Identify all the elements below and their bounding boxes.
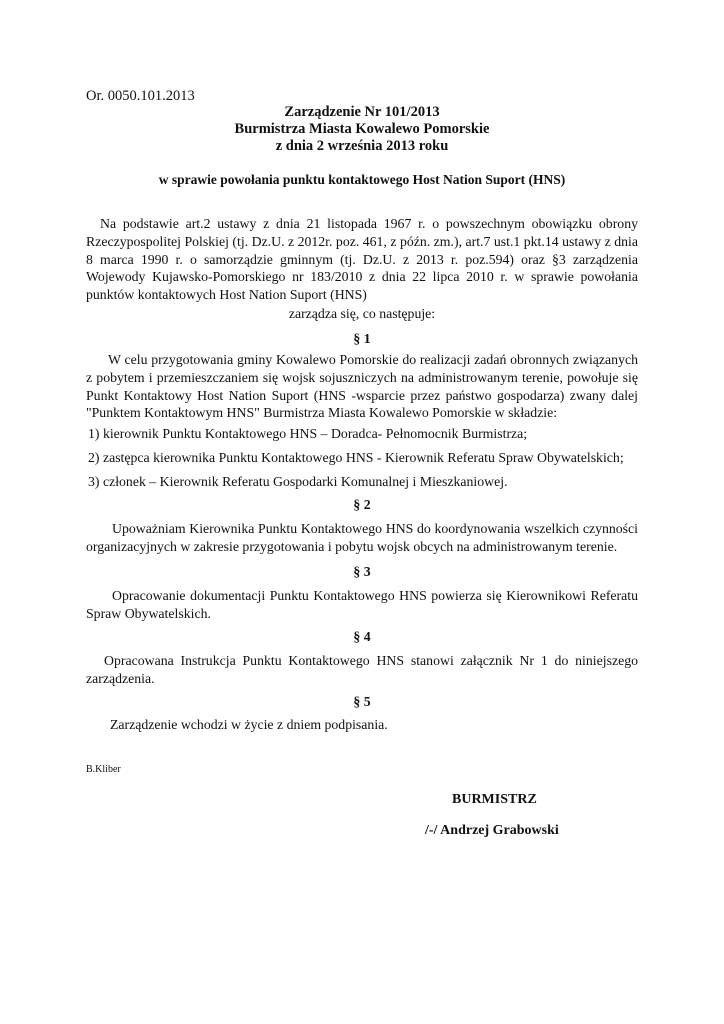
- preamble-paragraph: Na podstawie art.2 ustawy z dnia 21 listopada 1967 r. o powszechnym obowiązku obrony Rzeczypospolitej Polskiej (tj. Dz.U. z 2012r. poz. 461, z późn. zm.), art.7 ust.1 pkt.14 ustawy z dnia 8 marca 1990 r. o samorządzie gminnym (tj. Dz.U. z 2013 r. poz.594) oraz §3 zarządzenia Wojewody Kujawsko-Pomorskiego nr 183/2010 z dnia 22 lipca 2010 r. w sprawie powołania punktów kontaktowych Host Nation Suport (HNS): [86, 216, 638, 303]
- section-4-text: Opracowana Instrukcja Punktu Kontaktowego HNS stanowi załącznik Nr 1 do niniejszego zarządzenia.: [86, 653, 638, 686]
- decree-line: zarządza się, co następuje:: [288, 306, 436, 321]
- document-issuer: Burmistrza Miasta Kowalewo Pomorskie: [234, 121, 490, 137]
- section-1-heading: § 1: [353, 331, 371, 346]
- document-title: Zarządzenie Nr 101/2013: [284, 104, 440, 120]
- section-5-text: Zarządzenie wchodzi w życie z dniem podpisania.: [110, 717, 388, 732]
- section-3-text: Opracowanie dokumentacji Punktu Kontaktowego HNS powierza się Kierownikowi Referatu Spraw Obywatelskich.: [86, 588, 638, 621]
- section-5-heading: § 5: [353, 694, 371, 709]
- section-3-heading: § 3: [353, 564, 371, 579]
- list-item: 3) członek – Kierownik Referatu Gospodarki Komunalnej i Mieszkaniowej.: [88, 474, 508, 489]
- section-1-text: W celu przygotowania gminy Kowalewo Pomorskie do realizacji zadań obronnych związanych z pobytem i przemieszczaniem się wojsk sojuszniczych na administrowanym terenie, powołuje się Punkt Kontaktowy Host Nation Suport (HNS -wsparcie przez państwo gospodarza) zwany dalej "Punktem Kontaktowym HNS" Burmistrza Miasta Kowalewo Pomorskie w składzie:: [86, 352, 638, 421]
- document-reference: Or. 0050.101.2013: [86, 88, 195, 104]
- list-item: 2) zastępca kierownika Punktu Kontaktowego HNS - Kierownik Referatu Spraw Obywatelskich;: [88, 450, 624, 465]
- author-initials: B.Kliber: [86, 764, 121, 775]
- list-item: 1) kierownik Punktu Kontaktowego HNS – Doradca- Pełnomocnik Burmistrza;: [88, 426, 528, 441]
- section-2-heading: § 2: [353, 497, 371, 512]
- section-2-text: Upoważniam Kierownika Punktu Kontaktowego HNS do koordynowania wszelkich czynności organizacyjnych w zakresie przygotowania i pobytu wojsk obcych na administrowanym terenie.: [86, 521, 638, 554]
- document-subject: w sprawie powołania punktu kontaktowego Host Nation Suport (HNS): [158, 172, 566, 187]
- document-date: z dnia 2 września 2013 roku: [275, 138, 449, 154]
- signature-title: BURMISTRZ: [452, 792, 537, 807]
- signature-name: /-/ Andrzej Grabowski: [425, 823, 559, 838]
- section-4-heading: § 4: [353, 629, 371, 644]
